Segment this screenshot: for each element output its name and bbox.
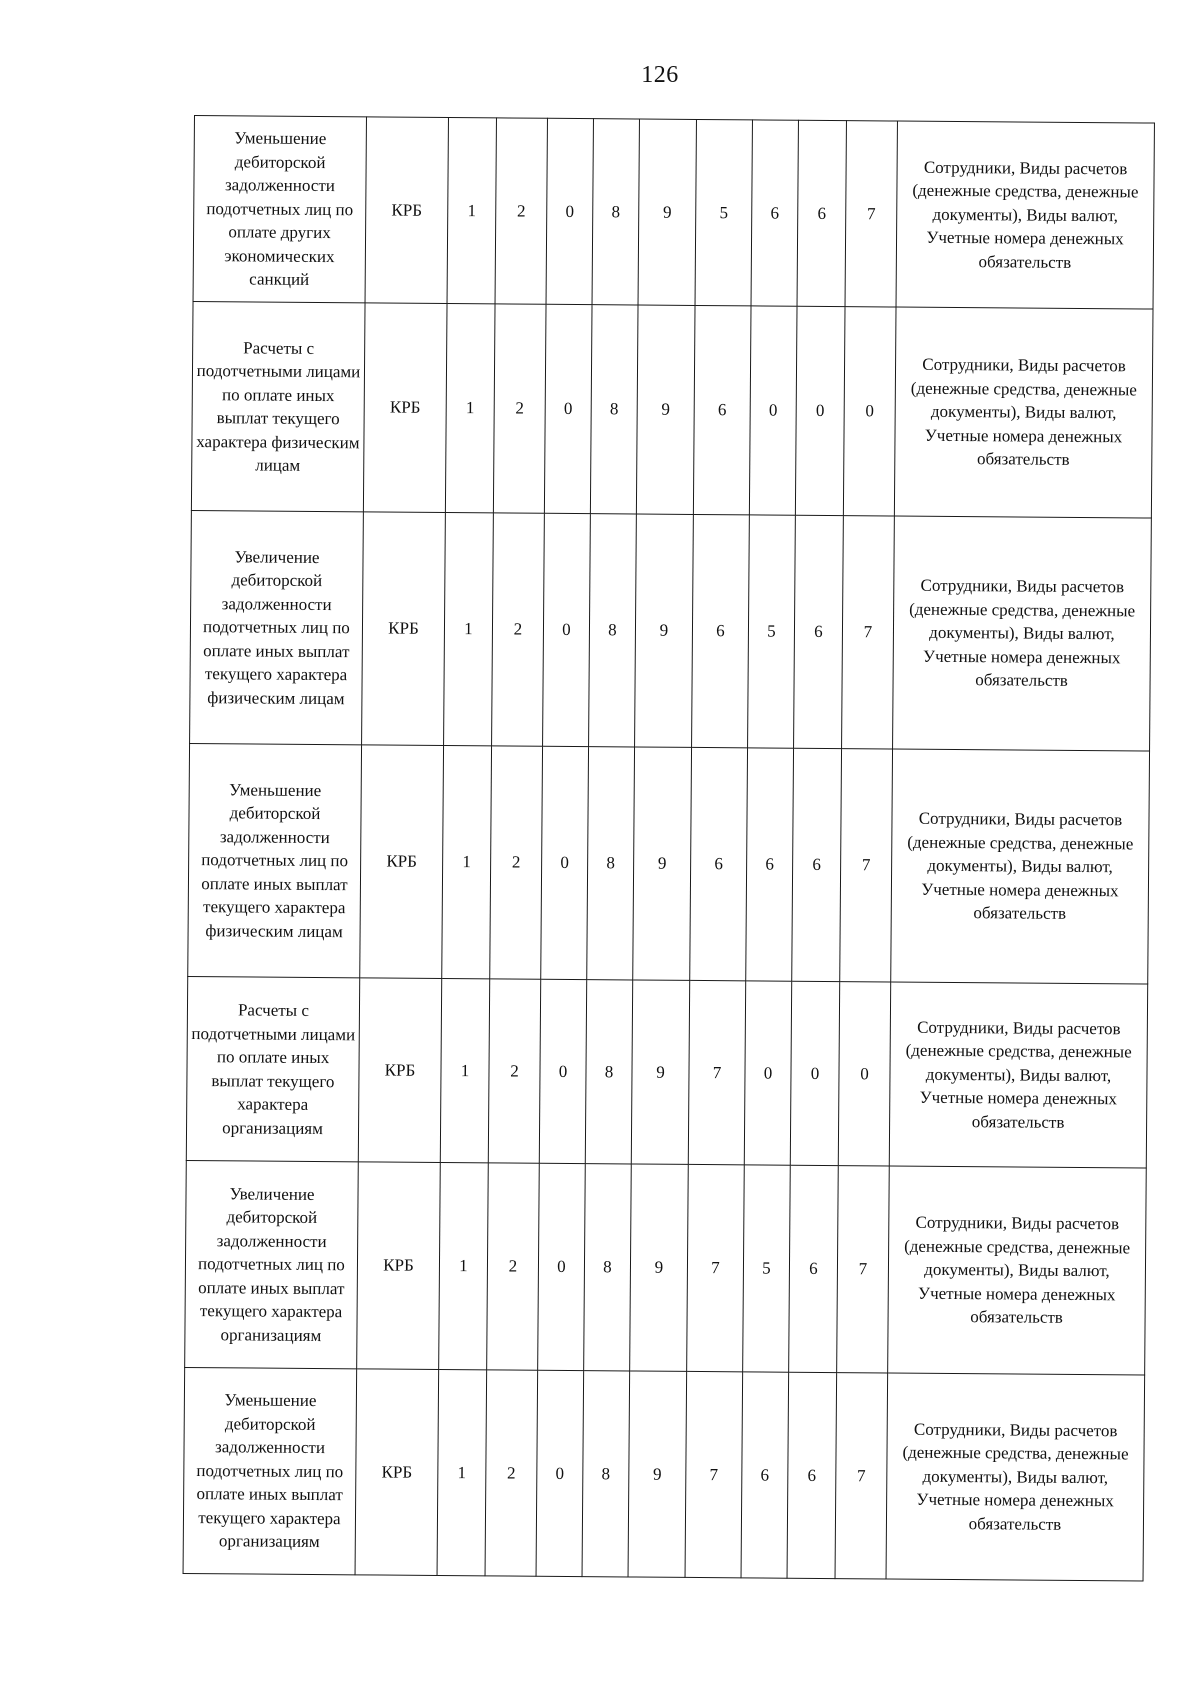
account-name: Увеличение дебиторской задолженности подотчетных лиц по оплате иных выплат текущего характера физическим лицам [190,510,364,744]
code-digit: 0 [749,306,797,515]
account-type: КРБ [358,978,441,1163]
account-type: КРБ [363,303,447,513]
code-digit: 1 [445,303,495,512]
code-digit: 0 [744,981,791,1165]
account-type: КРБ [360,745,444,979]
code-digit: 8 [585,980,632,1164]
code-digit: 8 [587,747,635,980]
table-row [185,1160,1147,1375]
account-type: КРБ [355,1369,439,1576]
code-digit: 9 [628,1371,687,1577]
code-digit: 7 [840,749,893,982]
code-digit: 1 [444,512,494,745]
code-digit: 2 [495,118,547,304]
code-digit: 5 [743,1165,791,1372]
account-name: Уменьшение дебиторской задолженности подотчетных лиц по оплате других экономических санкций [193,116,366,303]
table-row [190,510,1152,751]
code-digit: 0 [843,307,896,516]
code-digit: 9 [633,747,692,980]
code-digit: 1 [447,117,496,303]
code-digit: 0 [538,1163,586,1370]
code-digit: 1 [442,745,492,978]
code-digit: 2 [485,1370,538,1576]
code-digit: 0 [544,304,592,513]
code-digit: 0 [536,1370,584,1576]
code-digit: 0 [546,118,593,304]
code-digit: 6 [789,1165,839,1372]
table-row [188,743,1150,984]
code-digit: 8 [589,514,637,747]
table-row [191,301,1153,518]
code-digit: 5 [748,515,796,748]
account-name: Увеличение дебиторской задолженности подотчетных лиц по оплате иных выплат текущего характера организациям [185,1160,359,1368]
table-row [193,116,1154,310]
account-name: Расчеты с подотчетными лицами по оплате иных выплат текущего характера организациям [186,976,359,1161]
analytics-cell: Сотрудники, Виды расчетов (денежные средства, денежные документы), Виды валют, Учетные номера денежных обязательств [888,1166,1147,1375]
account-type: КРБ [365,117,448,304]
code-digit: 9 [638,119,696,305]
code-digit: 7 [688,980,745,1164]
code-digit: 1 [440,978,489,1162]
code-digit: 9 [636,305,695,514]
analytics-cell: Сотрудники, Виды расчетов (денежные средства, денежные документы), Виды валют, Учетные номера денежных обязательств [886,1373,1145,1581]
code-digit: 8 [592,119,639,305]
code-digit: 6 [693,305,751,514]
code-digit: 0 [543,513,591,746]
analytics-cell: Сотрудники, Виды расчетов (денежные средства, денежные документы), Виды валют, Учетные номера денежных обязательств [889,982,1147,1168]
code-digit: 6 [797,120,846,306]
code-digit: 2 [488,979,540,1163]
code-digit: 7 [835,1373,888,1579]
code-digit: 6 [787,1372,837,1578]
table-row [186,976,1147,1168]
code-digit: 6 [741,1372,789,1578]
code-digit: 2 [490,746,543,979]
code-digit: 1 [437,1369,487,1575]
code-digit: 9 [631,980,689,1164]
code-digit: 1 [439,1162,489,1369]
code-digit: 8 [590,305,638,514]
code-digit: 9 [635,514,694,747]
code-digit: 6 [690,747,748,980]
code-digit: 5 [695,119,752,305]
code-digit: 2 [493,304,546,513]
analytics-cell: Сотрудники, Виды расчетов (денежные средства, денежные документы), Виды валют, Учетные номера денежных обязательств [891,749,1150,984]
account-name: Уменьшение дебиторской задолженности подотчетных лиц по оплате иных выплат текущего характера организациям [183,1367,357,1574]
table-row [183,1367,1145,1581]
table-body [183,116,1154,1581]
code-digit: 6 [746,748,794,981]
code-digit: 2 [492,513,545,746]
code-digit: 6 [692,514,750,747]
code-digit: 6 [792,748,842,981]
code-digit: 7 [685,1371,743,1577]
code-digit: 9 [630,1164,689,1371]
code-digit: 6 [751,120,798,306]
analytics-cell: Сотрудники, Виды расчетов (денежные средства, денежные документы), Виды валют, Учетные номера денежных обязательств [894,307,1153,518]
code-digit: 7 [845,121,897,307]
account-name: Уменьшение дебиторской задолженности подотчетных лиц по оплате иных выплат текущего характера физическим лицам [188,743,362,977]
code-digit: 6 [794,515,844,748]
analytics-cell: Сотрудники, Виды расчетов (денежные средства, денежные документы), Виды валют, Учетные номера денежных обязательств [896,121,1154,309]
account-name: Расчеты с подотчетными лицами по оплате иных выплат текущего характера физическим лицам [191,301,365,511]
analytics-cell: Сотрудники, Виды расчетов (денежные средства, денежные документы), Виды валют, Учетные номера денежных обязательств [893,516,1152,751]
code-digit: 7 [842,516,895,749]
account-type: КРБ [362,512,446,746]
accounts-table [183,115,1155,1582]
code-digit: 0 [838,982,890,1166]
code-digit: 0 [790,981,839,1165]
code-digit: 8 [584,1164,632,1371]
code-digit: 2 [487,1163,540,1370]
account-type: КРБ [357,1162,441,1370]
code-digit: 0 [541,746,589,979]
page-number: 126 [641,62,679,88]
code-digit: 7 [837,1166,890,1373]
code-digit: 0 [795,306,845,515]
code-digit: 8 [582,1371,630,1577]
code-digit: 7 [687,1164,745,1371]
code-digit: 0 [539,979,586,1163]
